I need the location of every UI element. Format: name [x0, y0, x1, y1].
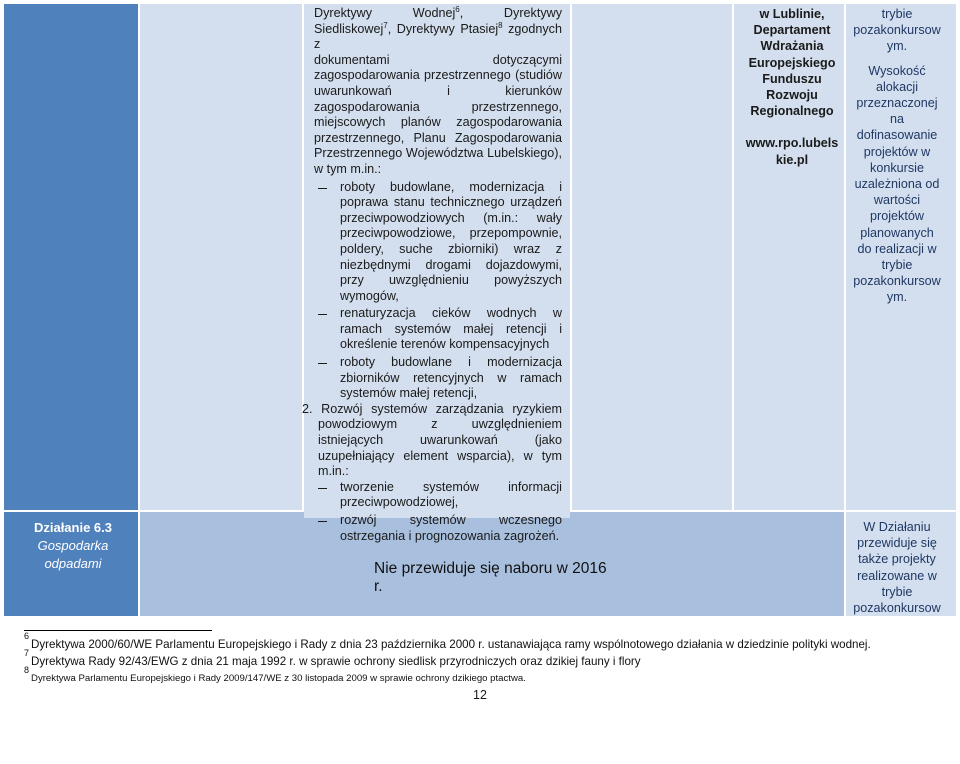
notes-line: planowanych	[860, 225, 934, 240]
footnote-ref-7: 7	[383, 20, 388, 30]
institution-line: Departament	[753, 23, 831, 38]
content-line-5: uwarunkowań i kierunków	[314, 83, 562, 98]
point-2: 2. Rozwój systemów zarządzania ryzykiem powodziowym z uwzględnieniem istniejących uwarunkowań (jako uzupełniający element wsparcia), w tym m.in.:	[302, 401, 562, 479]
footnote-6	[24, 631, 871, 652]
footnote-number: 6	[24, 631, 30, 642]
list-item: rozwój systemów wczesnego ostrzegania i prognozowania zagrożeń.	[314, 513, 562, 544]
footnote-number: 7	[24, 648, 30, 659]
institution-line: Funduszu	[762, 71, 822, 86]
bullet-list-1	[314, 180, 562, 402]
notes-line: trybie	[881, 7, 913, 21]
action-subtitle-1: Gospodarka	[37, 538, 109, 553]
bullet-list-2	[314, 480, 562, 544]
institution-url-2[interactable]: kie.pl	[775, 152, 809, 167]
institution-line: Rozwoju	[766, 88, 818, 103]
notes-line: dofinasowanie	[856, 128, 938, 143]
notes-line: ym.	[886, 290, 908, 305]
institution-line: Regionalnego	[750, 104, 834, 119]
list-item: roboty budowlane i modernizacja zbiorników retencyjnych w ramach systemów małej retencji,	[314, 355, 562, 402]
notes-line: także projekty	[858, 552, 936, 567]
notes-line: W Działaniu	[863, 520, 931, 534]
notes-line: projektów	[870, 209, 924, 224]
notes-line: przeznaczonej	[856, 96, 938, 111]
col-2-top	[140, 4, 302, 510]
col-action-top	[4, 4, 138, 510]
institution-line: w Lublinie,	[759, 7, 825, 21]
content-line-7: miejscowych planów zagospodarowania	[314, 115, 562, 130]
notes-line: na	[889, 112, 904, 127]
notes-line: projektów w	[863, 144, 931, 159]
content-line-2: Siedliskowej$^7$, Dyrektywy Ptasiej$^8$ zgodnych z	[314, 20, 562, 52]
footnote-number: 8	[24, 664, 30, 675]
footnote-8	[24, 664, 526, 686]
content-line-10: w tym m.in.:	[314, 161, 382, 176]
content-line-6: zagospodarowania przestrzennego,	[314, 99, 562, 114]
content-line-1: Dyrektywy Wodnej$^6$, Dyrektywy	[314, 4, 563, 20]
notes-column	[848, 6, 946, 306]
measure-description	[302, 4, 563, 544]
institution-url-1[interactable]: www.rpo.lubels	[745, 136, 839, 151]
notes-line: trybie	[881, 258, 913, 273]
notes-bottom	[848, 519, 946, 616]
notes-line: uzależniona od	[854, 177, 940, 192]
action-title: Działanie 6.3	[33, 520, 113, 535]
list-item: roboty budowlane, modernizacja i poprawa stanu technicznego urządzeń przeciwpowodziowych (m.in.: wały przeciwpowodziowe, przepompownie, poldery, suche zbiorniki) wraz z niezbędnymi drogami dojazdowymi, przy uwzględnieniu powyższych wymogów,	[314, 180, 562, 305]
notes-line: pozakonkursow	[853, 23, 941, 38]
notes-line: konkursie	[870, 160, 924, 175]
institution-line: Europejskiego	[748, 55, 836, 70]
spacer	[738, 119, 846, 135]
content-line-4: zagospodarowania przestrzennego (studiów	[314, 68, 562, 83]
footnote-separator	[24, 630, 212, 631]
footnote-text: Dyrektywa 2000/60/WE Parlamentu Europejskiego i Rady z dnia 23 października 2000 r. ustanawiająca ramy wspólnotowego działania w dziedzinie polityki wodnej.	[31, 638, 871, 651]
notes-line: pozakonkursow	[853, 274, 941, 289]
institution-line: Wdrażania	[760, 39, 824, 54]
notes-line: trybie	[881, 584, 913, 599]
footnote-text: Dyrektywa Parlamentu Europejskiego i Rady 2009/147/WE z 30 listopada 2009 w sprawie ochrony dzikiego ptactwa.	[31, 673, 526, 684]
footnote-text: Dyrektywa Rady 92/43/EWG z dnia 21 maja 1992 r. w sprawie ochrony siedlisk przyrodniczych oraz dzikiej fauny i flory	[31, 655, 641, 668]
notes-line: Wysokość	[868, 63, 926, 78]
notes-line: ym.	[886, 39, 908, 54]
footnote-ref-6: 6	[455, 4, 460, 14]
page-number: 12	[473, 688, 487, 702]
action-label	[8, 519, 138, 573]
footnote-ref-8: 8	[498, 20, 503, 30]
notes-line: pozakonkursow	[853, 601, 941, 616]
action-subtitle-2: odpadami	[44, 556, 102, 571]
content-line-3: dokumentami dotyczącymi	[314, 52, 562, 67]
footnote-7	[24, 648, 641, 669]
col-4-top	[572, 4, 732, 510]
institution-info	[738, 6, 846, 168]
no-call-notice: Nie przewiduje się naboru w 2016 r.	[374, 560, 607, 595]
content-line-9: Przestrzennego Województwa Lubelskiego),	[314, 146, 562, 161]
notes-line: wartości	[873, 193, 921, 208]
list-item: tworzenie systemów informacji przeciwpowodziowej,	[314, 480, 562, 511]
notes-line: realizowane w	[857, 568, 937, 583]
notes-line: alokacji	[876, 79, 918, 94]
list-item: renaturyzacja cieków wodnych w ramach systemów małej retencji i określenie terenów kompensacyjnych	[314, 306, 562, 353]
notes-line: do realizacji w	[857, 241, 937, 256]
content-line-8: przestrzennego, Planu Zagospodarowania	[314, 130, 562, 145]
notes-line: przewiduje się	[857, 536, 937, 551]
